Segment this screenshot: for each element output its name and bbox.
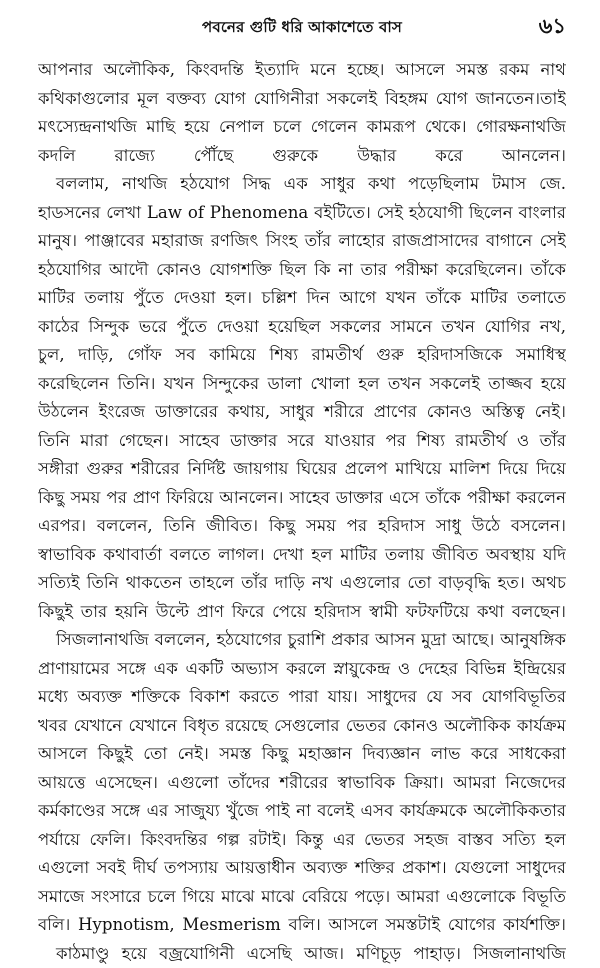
text-line: আসলে কিছুই তো নেই। সমস্ত কিছু মহাজ্ঞান দিব্যজ্ঞান লাভ করে সাধকেরা: [38, 740, 566, 769]
running-head: [38, 10, 566, 40]
text-line: এগুলো সবই দীর্ঘ তপস্যায় আয়ত্তাধীন অব্যক্ত শক্তির প্রকাশ। যেগুলো সাধুদের: [38, 854, 566, 883]
paragraph: [38, 170, 566, 626]
text-line: কথিকাগুলোর মূল বক্তব্য যোগ যোগিনীরা সকলেই বিহঙ্গম যোগ জানতেন।তাই: [38, 85, 566, 114]
text-line: বললাম, নাথজি হঠযোগ সিদ্ধ এক সাধুর কথা পড়েছিলাম টমাস জে.: [38, 170, 566, 199]
paragraph: [38, 626, 566, 940]
text-line: কাঠের সিন্দুক ভরে পুঁতে দেওয়া হয়েছিল সকলের সামনে তখন যোগির নখ,: [38, 313, 566, 342]
text-line: করেছিলেন তিনি। যখন সিন্দুকের ডালা খোলা হল তখন সকলেই তাজ্জব হয়ে: [38, 370, 566, 399]
text-line: মাটির তলায় পুঁতে দেওয়া হল। চল্লিশ দিন আগে যখন তাঁকে মাটির তলাতে: [38, 284, 566, 313]
paragraph: [38, 56, 566, 170]
text-line: মৎস্যেন্দ্রনাথজি মাছি হয়ে নেপাল চলে গেলেন কামরূপ থেকে। গোরক্ষনাথজি: [38, 113, 566, 142]
text-line: সঙ্গীরা গুরুর শরীরের নির্দিষ্ট জায়গায় ঘিয়ের প্রলেপ মাখিয়ে মালিশ দিয়ে দিয়ে: [38, 455, 566, 484]
text-line: সমাজে সংসারে চলে গিয়ে মাঝে মাঝে বেরিয়ে পড়ে। আমরা এগুলোকে বিভূতি: [38, 883, 566, 912]
text-line: সত্যিই তিনি থাকতেন তাহলে তাঁর দাড়ি নখ এগুলোর তো বাড়বৃদ্ধি হত। অথচ: [38, 569, 566, 598]
running-title: পবনের গুটি ধরি আকাশেতে বাস: [38, 16, 566, 41]
text-line: বলি। Hypnotism, Mesmerism বলি। আসলে সমস্তটাই যোগের কার্যশক্তি।: [38, 911, 566, 940]
page-number: ৬১: [539, 10, 566, 45]
text-line: এরপর। বললেন, তিনি জীবিত। কিছু সময় পর হরিদাস সাধু উঠে বসলেন।: [38, 512, 566, 541]
text-line: উঠলেন ইংরেজ ডাক্তারের কথায়, সাধুর শরীরে প্রাণের কোনও অস্তিত্ব নেই।: [38, 398, 566, 427]
text-line: তিনি মারা গেছেন। সাহেব ডাক্তার সরে যাওয়ার পর শিষ্য রামতীর্থ ও তাঁর: [38, 427, 566, 456]
body-text: [38, 56, 566, 968]
text-line: প্রাণায়ামের সঙ্গে এক একটি অভ্যাস করলে স্নায়ুকেন্দ্র ও দেহের বিভিন্ন ইন্দ্রিয়ের: [38, 655, 566, 684]
text-line: আয়ত্তে এসেছেন। এগুলো তাঁদের শরীরের স্বাভাবিক ক্রিয়া। আমরা নিজেদের: [38, 769, 566, 798]
text-line: হাডসনের লেখা Law of Phenomena বইটিতে। সেই হঠযোগী ছিলেন বাংলার: [38, 199, 566, 228]
text-line: কাঠমাণ্ডু হয়ে বজ্রযোগিনী এসেছি আজ। মণিচূড় পাহাড়। সিজলানাথজি: [38, 940, 566, 968]
text-line: স্বাভাবিক কথাবার্তা বলতে লাগল। দেখা হল মাটির তলায় জীবিত অবস্থায় যদি: [38, 541, 566, 570]
text-line: হঠযোগির আদৌ কোনও যোগশক্তি ছিল কি না তার পরীক্ষা করেছিলেন। তাঁকে: [38, 256, 566, 285]
text-line: পর্যায়ে ফেলি। কিংবদন্তির গল্প রটাই। কিন্তু এর ভেতর সহজ বাস্তব সত্যি হল: [38, 826, 566, 855]
paragraph: [38, 940, 566, 968]
text-line: সিজলানাথজি বললেন, হঠযোগের চুরাশি প্রকার আসন মুদ্রা আছে। আনুষঙ্গিক: [38, 626, 566, 655]
text-line: কর্মকাণ্ডের সঙ্গে এর সাজুয্য খুঁজে পাই না বলেই এসব কার্যক্রমকে অলৌকিকতার: [38, 797, 566, 826]
text-line: খবর যেখানে যেখানে বিধৃত রয়েছে সেগুলোর ভেতর কোনও অলৌকিক কার্যক্রম: [38, 712, 566, 741]
text-line: কিছু সময় পর প্রাণ ফিরিয়ে আনলেন। সাহেব ডাক্তার এসে তাঁকে পরীক্ষা করলেন: [38, 484, 566, 513]
text-line: মধ্যে অব্যক্ত শক্তিকে বিকাশ করতে পারা যায়। সাধুদের যে সব যোগবিভূতির: [38, 683, 566, 712]
text-line: আপনার অলৌকিক, কিংবদন্তি ইত্যাদি মনে হচ্ছে। আসলে সমস্ত রকম নাথ: [38, 56, 566, 85]
text-line: কদলি রাজ্যে পৌঁছে গুরুকে উদ্ধার করে আনলেন।: [38, 142, 566, 171]
text-line: মানুষ। পাঞ্জাবের মহারাজ রণজিৎ সিংহ তাঁর লাহোর রাজপ্রাসাদের বাগানে সেই: [38, 227, 566, 256]
text-line: চুল, দাড়ি, গোঁফ সব কামিয়ে শিষ্য রামতীর্থ গুরু হরিদাসজিকে সমাধিস্থ: [38, 341, 566, 370]
text-line: কিছুই তার হয়নি উল্টে প্রাণ ফিরে পেয়ে হরিদাস স্বামী ফটফটিয়ে কথা বলছেন।: [38, 598, 566, 627]
